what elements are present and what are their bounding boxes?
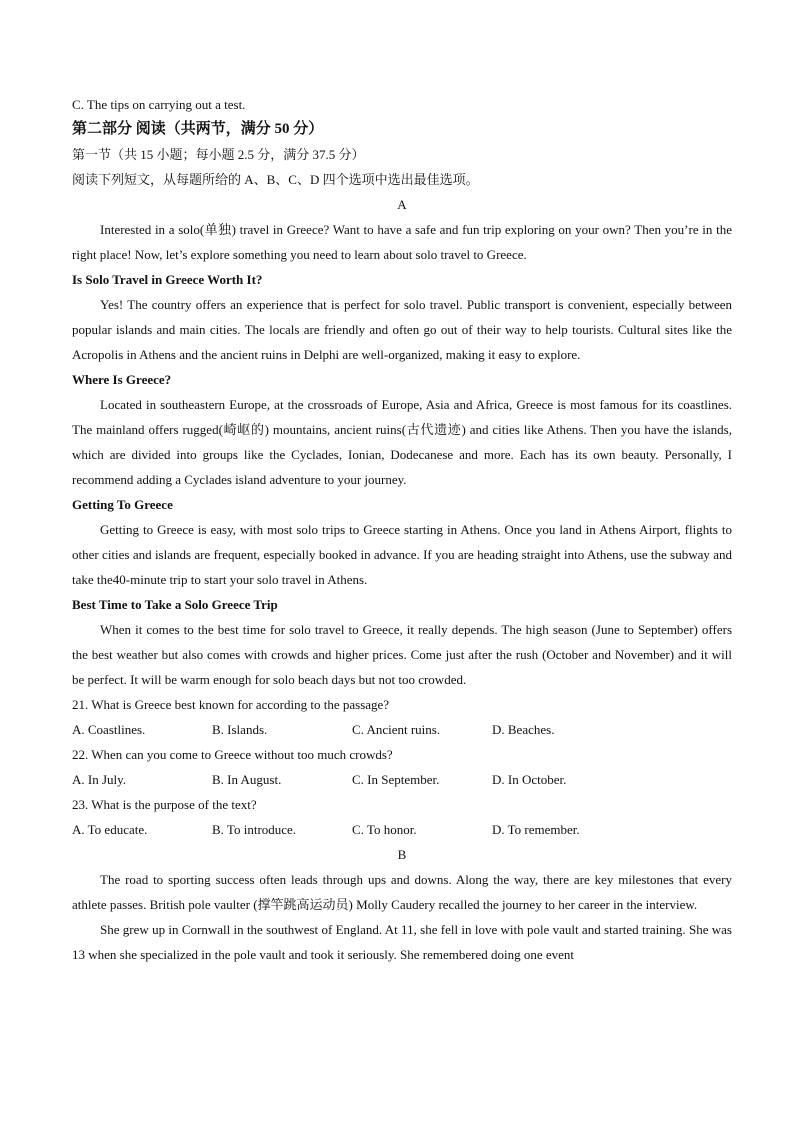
top-option-text: C. The tips on carrying out a test. xyxy=(72,97,246,112)
question-options xyxy=(72,717,732,742)
passage-a-label: A xyxy=(397,197,407,212)
question-options xyxy=(72,767,732,792)
section-text: Getting to Greece is easy, with most solo trips to Greece starting in Athens. Once you land in Athens Airport, flights to other cities and islands are frequent, especially booked in advance. If you are heading straight into Athens, use the subway and take the40-minute trip to start your solo travel in Athens. xyxy=(72,522,732,587)
option-b: B. To introduce. xyxy=(212,822,297,837)
section-heading: Where Is Greece? xyxy=(72,372,172,387)
option-a: A. In July. xyxy=(72,772,127,787)
section-text: When it comes to the best time for solo travel to Greece, it really depends. The high season (June to September) offers the best weather but also comes with crowds and higher prices. Come just after the rush (October and November) and it will be perfect. It will be warm enough for solo beach days but not too crowded. xyxy=(72,622,732,687)
option-b: B. In August. xyxy=(212,772,282,787)
question-stem: 21. What is Greece best known for according to the passage? xyxy=(72,697,390,712)
option-a: A. To educate. xyxy=(72,822,148,837)
option-b: B. Islands. xyxy=(212,722,268,737)
option-c: C. In September. xyxy=(352,772,440,787)
question-options xyxy=(72,817,732,842)
section-heading: Getting To Greece xyxy=(72,497,173,512)
passage-b-label: B xyxy=(397,847,407,862)
section-heading: Is Solo Travel in Greece Worth It? xyxy=(72,272,263,287)
option-c: C. To honor. xyxy=(352,822,417,837)
passage-a-intro: Interested in a solo(单独) travel in Greece? Want to have a safe and fun trip exploring on your own? Then you’re in the right place! Now, let’s explore something you need to learn about solo travel to Greece. xyxy=(72,222,732,262)
section-text: Yes! The country offers an experience that is perfect for solo travel. Public transport is convenient, especially between popular islands and main cities. The locals are friendly and often go out of their way to help tourists. Cultural sites like the Acropolis in Athens and the ancient ruins in Delphi are well-organized, making it easy to explore. xyxy=(72,297,732,362)
question-stem: 23. What is the purpose of the text? xyxy=(72,797,257,812)
option-a: A. Coastlines. xyxy=(72,722,146,737)
passage-b-paragraph: The road to sporting success often leads through ups and downs. Along the way, there are key milestones that every athlete passes. British pole vaulter (撑竿跳高运动员) Molly Caudery recalled the journey to her career in the interview. xyxy=(72,872,732,912)
section-heading: Best Time to Take a Solo Greece Trip xyxy=(72,597,278,612)
section-text: Located in southeastern Europe, at the crossroads of Europe, Asia and Africa, Greece is most famous for its coastlines. The mainland offers rugged(崎岖的) mountains, ancient ruins(古代遗迹) and cities like Athens. Then you have the islands, which are divided into groups like the Cyclades, Ionian, Dodecanese and more. Each has its own beauty. Personally, I recommend adding a Cyclades island adventure to your journey. xyxy=(72,397,732,487)
option-d: D. Beaches. xyxy=(492,722,555,737)
option-d: D. To remember. xyxy=(492,822,580,837)
section-title: 第一节（共 15 小题；每小题 2.5 分，满分 37.5 分） xyxy=(72,147,365,162)
passage-b-paragraph: She grew up in Cornwall in the southwest of England. At 11, she fell in love with pole vault and started training. She was 13 when she specialized in the pole vault and took it seriously. She remembered doing one event xyxy=(72,922,732,962)
part-title: 第二部分 阅读（共两节，满分 50 分） xyxy=(72,121,324,137)
question-stem: 22. When can you come to Greece without too much crowds? xyxy=(72,747,393,762)
instructions: 阅读下列短文，从每题所给的 A、B、C、D 四个选项中选出最佳选项。 xyxy=(72,172,479,187)
option-c: C. Ancient ruins. xyxy=(352,722,441,737)
option-d: D. In October. xyxy=(492,772,567,787)
exam-page xyxy=(72,92,732,967)
